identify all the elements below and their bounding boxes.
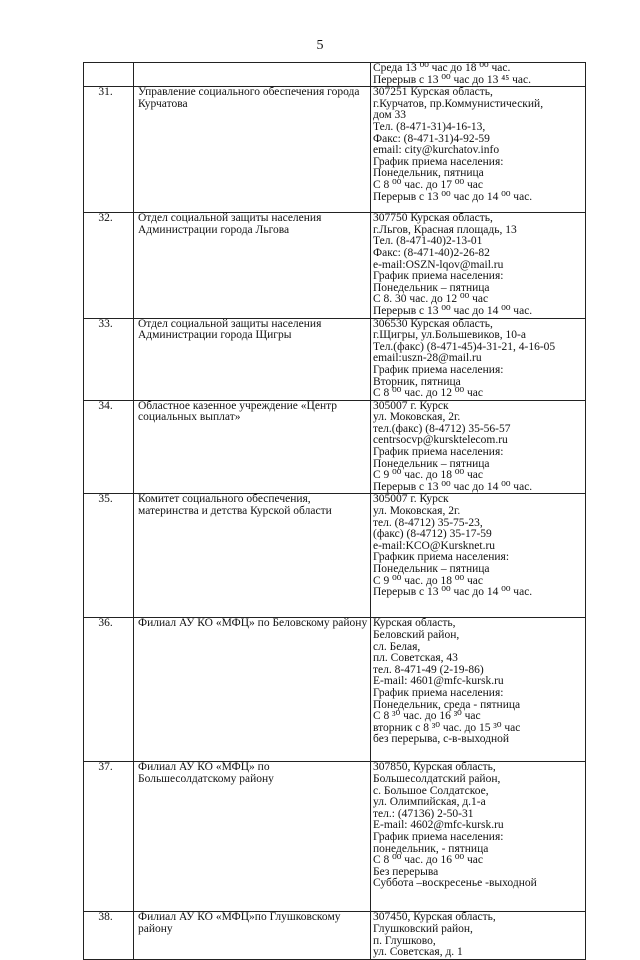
contact-line: E-mail: 4602@mfc-kursk.ru — [373, 819, 504, 832]
table-row — [84, 318, 586, 400]
contact-line: Тел. (8-471-31)4-16-13, — [373, 120, 486, 133]
contact-line: График приема населения: — [373, 270, 504, 283]
table-row — [84, 213, 586, 318]
contact-line: г.Щигры, ул.Большевиков, 10-а — [373, 329, 526, 342]
contact-line: С 8 ⁰⁰ час. до 17 ⁰⁰ час — [373, 178, 483, 191]
contact-line: Перерыв с 13 ⁰⁰ час до 14 ⁰⁰ час. — [373, 480, 533, 493]
contact-line: Вторник, пятница — [373, 375, 461, 388]
contact-line: 306530 Курская область, — [373, 317, 493, 330]
contact-line: График приема населения: — [373, 155, 504, 168]
contact-line: ул. Моковская, 2г. — [373, 411, 461, 424]
organization-name: Комитет социального обеспечения, материнства и детства Курской области — [134, 494, 371, 618]
contact-line: пл. Советская, 43 — [373, 652, 458, 665]
table-row — [84, 762, 586, 912]
table-row — [84, 494, 586, 618]
table-row — [84, 912, 586, 960]
organization-name: Отдел социальной защиты населения Администрации города Льгова — [134, 213, 371, 318]
contact-line: 305007 г. Курск — [373, 493, 449, 506]
contact-line: График приема населения: — [373, 687, 504, 699]
table-row — [84, 87, 586, 213]
contact-info — [371, 87, 586, 213]
contact-line: Перерыв с 13 ⁰⁰ час до 14 ⁰⁰ час. — [373, 586, 533, 599]
contact-info — [371, 618, 586, 762]
contact-line: Перерыв с 13 ⁰⁰ час до 14 ⁰⁰ час. — [373, 304, 533, 317]
contact-line: сл. Белая, — [373, 640, 421, 653]
contact-line: email:uszn-28@mail.ru — [373, 352, 482, 365]
contact-line: Без перерыва — [373, 865, 439, 878]
row-number: 38. — [84, 912, 134, 960]
contact-line: тел.(факс) (8-4712) 35-56-57 — [373, 422, 511, 435]
contact-line: Факс: (8-471-31)4-92-59 — [373, 132, 490, 145]
contact-line: С 8 ³⁰ час. до 16 ³⁰ час — [373, 710, 481, 723]
contact-line: Понедельник, пятница — [373, 167, 484, 180]
table-row — [84, 400, 586, 494]
contact-line: Суббота –воскресенье -выходной — [373, 877, 537, 890]
contact-line: Среда 13 ⁰⁰ час до 18 ⁰⁰ час. — [373, 62, 511, 74]
contact-line: Понедельник, среда - пятница — [373, 698, 521, 711]
contact-line: E-mail: 4601@mfc-kursk.ru — [373, 675, 504, 688]
row-number: 36. — [84, 618, 134, 762]
contact-line: тел. 8-471-49 (2-19-86) — [373, 663, 484, 676]
contact-line: График приема населения: — [373, 446, 504, 459]
organization-name: Филиал АУ КО «МФЦ»по Глушковскому району — [134, 912, 371, 960]
organization-name: Отдел социальной защиты населения Администрации города Щигры — [134, 318, 371, 400]
contact-line: Тел. (8-471-40)2-13-01 — [373, 235, 483, 248]
contact-line: понедельник, - пятница — [373, 842, 489, 855]
row-number: 37. — [84, 762, 134, 912]
contact-info — [371, 494, 586, 618]
contact-line: Тел.(факс) (8-471-45)4-31-21, 4-16-05 — [373, 340, 556, 353]
contact-line: Перерыв с 13 ⁰⁰ час до 14 ⁰⁰ час. — [373, 190, 533, 203]
row-number: 34. — [84, 400, 134, 494]
services-table — [83, 62, 586, 960]
contact-line: Беловский район, — [373, 629, 460, 642]
row-number: 35. — [84, 494, 134, 618]
contact-line: с. Большое Солдатское, — [373, 784, 489, 797]
contact-line: e-mail:OSZN-lqov@mail.ru — [373, 258, 504, 271]
contact-line: centrsocvp@kursktelecom.ru — [373, 434, 508, 447]
contact-info — [371, 762, 586, 912]
table-body — [84, 63, 586, 960]
contact-line: ул. Олимпийская, д.1-а — [373, 796, 486, 809]
contact-line: тел.: (47136) 2-50-31 — [373, 807, 474, 820]
contact-line: Факс: (8-471-40)2-26-82 — [373, 246, 490, 259]
contact-line: Понедельник – пятница — [373, 281, 490, 294]
contact-line: email: city@kurchatov.info — [373, 144, 500, 157]
contact-info — [371, 63, 586, 87]
contact-line: Графкик приема населения: — [373, 551, 510, 564]
table-row — [84, 618, 586, 762]
contact-line: Глушковский район, — [373, 923, 473, 936]
row-number: 32. — [84, 213, 134, 318]
contact-line: Понедельник – пятница — [373, 457, 490, 470]
contact-line: г.Льгов, Красная площадь, 13 — [373, 223, 517, 236]
contact-line: п. Глушково, — [373, 934, 436, 947]
contact-line: 307850, Курская область, — [373, 761, 496, 774]
contact-line: (факс) (8-4712) 35-17-59 — [373, 528, 492, 541]
contact-info — [371, 213, 586, 318]
contact-line: Курская область, — [373, 617, 456, 630]
row-number — [84, 63, 134, 87]
contact-line: С 9 ⁰⁰ час. до 18 ⁰⁰ час — [373, 469, 483, 482]
contact-line: График приема населения: — [373, 831, 504, 843]
contact-info — [371, 318, 586, 400]
row-number: 33. — [84, 318, 134, 400]
row-number: 31. — [84, 87, 134, 213]
contact-line: С 9 ⁰⁰ час. до 18 ⁰⁰ час — [373, 574, 483, 587]
contact-line: Понедельник – пятница — [373, 563, 490, 575]
contact-line: ул. Моковская, 2г. — [373, 505, 461, 518]
contact-line: дом 33 — [373, 109, 407, 122]
contact-line: без перерыва, с-в-выходной — [373, 733, 510, 746]
contact-line: 307450, Курская область, — [373, 911, 496, 924]
contact-line: С 8 ⁰⁰ час. до 16 ⁰⁰ час — [373, 854, 483, 867]
contact-line: e-mail:KCO@Kursknet.ru — [373, 539, 496, 552]
contact-line: График приема населения: — [373, 363, 504, 376]
contact-line: Большесолдатский район, — [373, 773, 501, 786]
organization-name: Областное казенное учреждение «Центр социальных выплат» — [134, 400, 371, 494]
contact-line: вторник с 8 ³⁰ час. до 15 ³⁰ час — [373, 721, 521, 734]
contact-line: С 8 ⁰⁰ час. до 12 ⁰⁰ час — [373, 387, 483, 400]
contact-line: тел. (8-4712) 35-75-23, — [373, 516, 483, 529]
contact-line: г.Курчатов, пр.Коммунистический, — [373, 97, 544, 110]
contact-info — [371, 400, 586, 494]
contact-line: 307251 Курская область, — [373, 86, 493, 99]
contact-line: С 8. 30 час. до 12 ⁰⁰ час — [373, 293, 489, 306]
contact-line: 307750 Курская область, — [373, 212, 493, 225]
table-row — [84, 63, 586, 87]
contact-info — [371, 912, 586, 960]
contact-line: 305007 г. Курск — [373, 399, 449, 412]
organization-name: Филиал АУ КО «МФЦ» по Большесолдатскому району — [134, 762, 371, 912]
organization-name — [134, 63, 371, 87]
contact-line: Перерыв с 13 ⁰⁰ час до 13 ⁴⁵ час. — [373, 73, 531, 86]
contact-line: ул. Советская, д. 1 — [373, 946, 463, 959]
organization-name: Управление социального обеспечения города Курчатова — [134, 87, 371, 213]
page-number: 5 — [316, 38, 324, 53]
organization-name: Филиал АУ КО «МФЦ» по Беловскому району — [134, 618, 371, 762]
